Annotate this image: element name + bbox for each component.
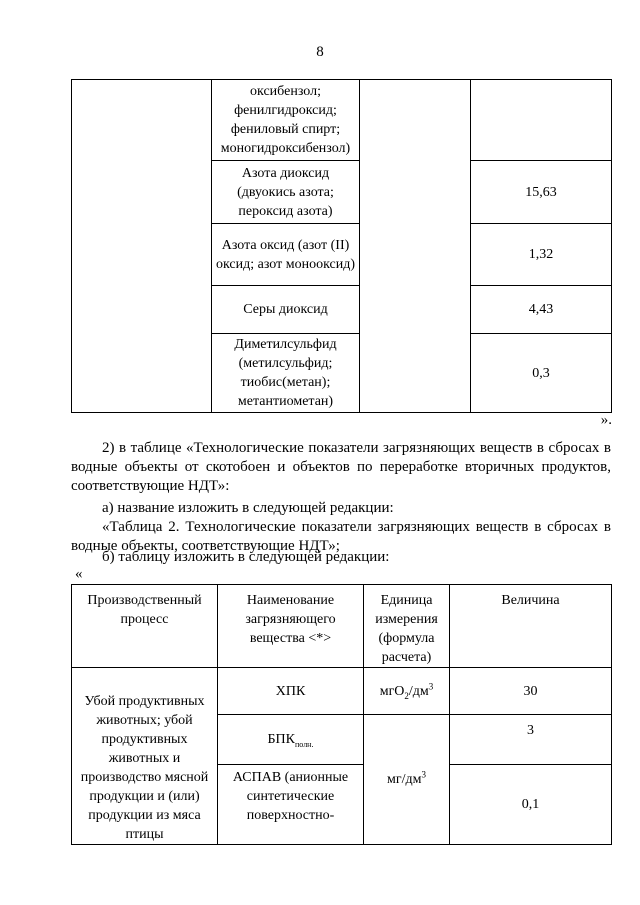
header-value: Величина	[450, 585, 612, 668]
substance-name: Серы диоксид	[212, 286, 360, 334]
substance-name: оксибензол; фенилгидроксид; фениловый спирт; моногидроксибензол)	[212, 80, 360, 161]
process-cell: Убой продуктивных животных; убой продуктивных животных и производство мясной продукции и (или) продукции из мяса птицы	[72, 668, 218, 845]
substance-value: 1,32	[471, 224, 612, 286]
substance-value: 15,63	[471, 161, 612, 224]
amendment-paragraph: «Таблица 2. Технологические показатели загрязняющих веществ в сбросах в водные объекты, соответствующие НДТ»;	[71, 519, 611, 554]
empty-cell	[72, 80, 212, 413]
amendment-paragraph: 2) в таблице «Технологические показатели загрязняющих веществ в сбросах в водные объекты от скотобоен и объектов по переработке вторичных продуктов, соответствующие НДТ»:	[71, 440, 611, 494]
table-row	[72, 668, 612, 715]
header-process: Производственный процесс	[72, 585, 218, 668]
amendment-paragraph: а) название изложить в следующей редакции:	[102, 500, 394, 516]
pollutants-table-continued	[71, 79, 612, 413]
table-header-row	[72, 585, 612, 668]
substance-cell: $БПК_{полн.}$	[218, 715, 364, 765]
unit-cell-shared: $мг/дм^3$	[364, 715, 450, 845]
substance-name: Азота оксид (азот (II) оксид; азот монооксид)	[212, 224, 360, 286]
value-cell: 30	[450, 668, 612, 715]
substance-value: 0,3	[471, 334, 612, 413]
closing-quote: ».	[600, 412, 612, 428]
value-cell: 3	[450, 715, 612, 765]
table-row	[72, 80, 612, 161]
amendment-paragraph: б) таблицу изложить в следующей редакции:	[102, 549, 390, 565]
substance-cell: АСПАВ (анионные синтетические поверхностно-	[218, 765, 364, 845]
header-unit: Единица измерения (формула расчета)	[364, 585, 450, 668]
header-substance: Наименование загрязняющего вещества <*>	[218, 585, 364, 668]
substance-value	[471, 80, 612, 161]
empty-cell	[360, 80, 471, 413]
substance-name: Диметилсульфид (метилсульфид; тиобис(метан); метантиометан)	[212, 334, 360, 413]
substance-cell: ХПК	[218, 668, 364, 715]
substance-value: 4,43	[471, 286, 612, 334]
opening-quote: «	[75, 566, 83, 582]
value-cell: 0,1	[450, 765, 612, 845]
technological-indicators-table	[71, 584, 612, 845]
substance-name: Азота диоксид (двуокись азота; пероксид азота)	[212, 161, 360, 224]
page-number: 8	[316, 44, 324, 60]
unit-cell: $мгО_2/дм^3$	[364, 668, 450, 715]
